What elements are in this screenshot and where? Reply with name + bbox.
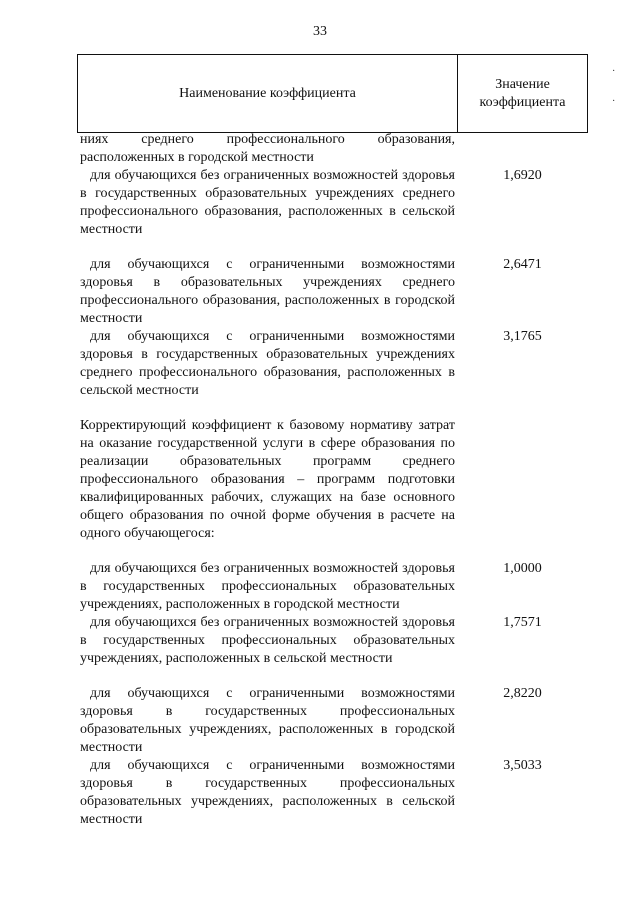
row-value: 1,6920 xyxy=(503,168,542,183)
row-value: 3,1765 xyxy=(503,329,542,344)
column-header-value-line-1: Значение xyxy=(495,76,550,92)
table-row xyxy=(80,256,590,328)
table-header xyxy=(77,54,588,133)
column-header-value-line-2: коэффициента xyxy=(479,94,566,110)
section-heading-text: Корректирующий коэффициент к базовому нормативу затрат на оказание государственной услуги в сфере образования по реализации образовательных программ среднего профессионального образования – программ подготовки квалифицированных рабочих, служащих на базе основного общего образования по очной форме обучения в расчете на одного обучающегося: xyxy=(80,418,455,541)
row-text: для обучающихся с ограниченными возможностями здоровья в государственных профессиональных образовательных учреждениях, расположенных в сельской местности xyxy=(80,758,455,827)
table-row xyxy=(80,328,590,400)
column-header-value xyxy=(457,55,588,132)
row-text: для обучающихся с ограниченными возможностями здоровья в образовательных учреждениях среднего профессионального образования, расположенных в городской местности xyxy=(80,257,455,326)
row-value: 3,5033 xyxy=(503,758,542,773)
column-header-name: Наименование коэффициента xyxy=(77,55,457,132)
row-text: ниях среднего профессионального образования, расположенных в городской местности xyxy=(80,132,455,165)
table-row xyxy=(80,685,590,757)
scan-speck: · xyxy=(612,66,616,77)
table-body xyxy=(80,131,590,829)
row-text: для обучающихся с ограниченными возможностями здоровья в государственных образовательных учреждениях среднего профессионального образования, расположенных в сельской местности xyxy=(80,329,455,398)
table-row xyxy=(80,757,590,829)
page-number: 33 xyxy=(313,24,327,39)
row-value: 2,8220 xyxy=(503,686,542,701)
table-row xyxy=(80,614,590,668)
row-text: для обучающихся с ограниченными возможностями здоровья в государственных профессиональных образовательных учреждениях, расположенных в городской местности xyxy=(80,686,455,755)
row-text: для обучающихся без ограниченных возможностей здоровья в государственных профессиональных образовательных учреждениях, расположенных в сельской местности xyxy=(80,615,455,666)
table-row xyxy=(80,131,590,167)
scan-speck: · xyxy=(612,96,616,107)
row-value: 2,6471 xyxy=(503,257,542,272)
row-value: 1,0000 xyxy=(503,561,542,576)
table-row xyxy=(80,560,590,614)
table-row xyxy=(80,167,590,239)
table-row xyxy=(80,417,590,543)
row-text: для обучающихся без ограниченных возможностей здоровья в государственных образовательных учреждениях среднего профессионального образования, расположенных в сельской местности xyxy=(80,168,455,237)
row-value: 1,7571 xyxy=(503,615,542,630)
row-text: для обучающихся без ограниченных возможностей здоровья в государственных профессиональных образовательных учреждениях, расположенных в городской местности xyxy=(80,561,455,612)
